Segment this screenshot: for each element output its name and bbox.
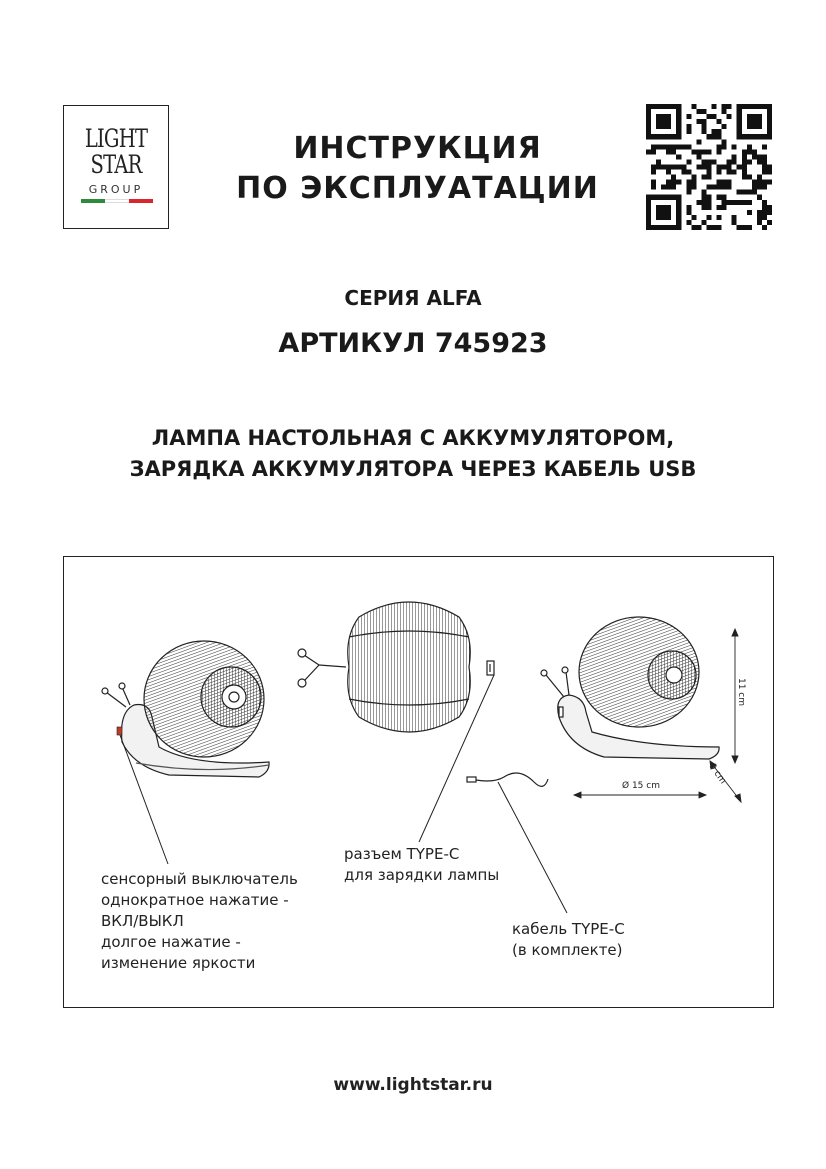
callout-text: долгое нажатие - <box>101 933 241 951</box>
dimension-height: 11 cm <box>736 677 747 707</box>
logo-line-2: STAR <box>90 150 142 179</box>
callout-text: кабель TYPE-C <box>512 920 625 938</box>
product-diagram <box>63 556 774 1008</box>
snail-side-view <box>102 641 269 777</box>
snail-three-quarter-view <box>541 617 719 759</box>
article-number: АРТИКУЛ 745923 <box>278 328 548 359</box>
italian-flag-stripe <box>81 199 153 203</box>
callout-text: однократное нажатие - <box>101 891 289 909</box>
page-title-line-1: ИНСТРУКЦИЯ <box>293 131 542 166</box>
callout-text: (в комплекте) <box>512 941 623 959</box>
qr-code <box>646 104 772 230</box>
callout-text: для зарядки лампы <box>344 866 500 884</box>
callout-touch-switch <box>101 869 298 974</box>
callout-cable <box>512 919 625 961</box>
description-line-2: ЗАРЯДКА АККУМУЛЯТОРА ЧЕРЕЗ КАБЕЛЬ USB <box>129 457 697 481</box>
callout-text: разъем TYPE-C <box>344 845 460 863</box>
brand-logo <box>63 105 169 229</box>
callout-text: ВКЛ/ВЫКЛ <box>101 912 184 930</box>
series-label: СЕРИЯ ALFA <box>344 286 482 310</box>
website-link[interactable]: www.lightstar.ru <box>333 1075 493 1095</box>
lampshade-front-view <box>298 602 494 732</box>
logo-line-1: LIGHT <box>84 124 148 153</box>
callout-text: сенсорный выключатель <box>101 870 298 888</box>
dimension-diameter: Ø 15 cm <box>622 781 660 791</box>
callout-charging-port <box>344 844 499 886</box>
dimension-depth: 9 cm <box>706 761 728 787</box>
type-c-cable <box>467 773 548 786</box>
callout-text: изменение яркости <box>101 954 256 972</box>
description-line-1: ЛАМПА НАСТОЛЬНАЯ С АККУМУЛЯТОРОМ, <box>151 426 675 450</box>
page-title-line-2: ПО ЭКСПЛУАТАЦИИ <box>236 171 599 206</box>
logo-line-3: GROUP <box>88 183 144 196</box>
